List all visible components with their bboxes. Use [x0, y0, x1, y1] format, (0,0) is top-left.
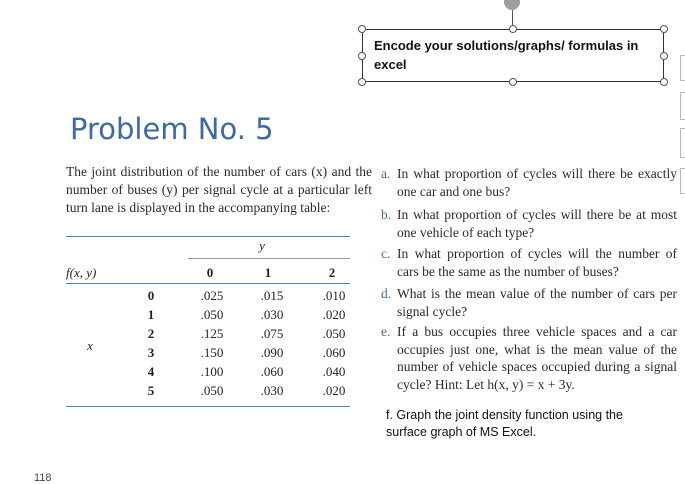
table-cell: .125	[200, 326, 224, 341]
table-x-value: 5	[147, 383, 155, 398]
side-panel-tab[interactable]	[680, 128, 685, 158]
page-number: 118	[34, 472, 52, 484]
problem-intro: The joint distribution of the number of cars (x) and the number of buses (y) per signal cycle at a particular left turn lane is displayed in the accompanying table:	[66, 164, 372, 215]
question-text: In what proportion of cycles will there be exactly one car and one bus?	[397, 166, 677, 199]
table-x-value: 3	[147, 345, 155, 360]
question-text: In what proportion of cycles will the number of cars be the same as the number of buses?	[397, 246, 677, 279]
question-label: c.	[381, 246, 391, 261]
question-label: d.	[381, 286, 392, 301]
table-cell: .015	[260, 288, 284, 303]
resize-handle-middle-right[interactable]	[660, 52, 668, 60]
table-y-rule	[188, 258, 350, 259]
resize-handle-middle-left[interactable]	[358, 52, 366, 60]
resize-handle-top-right[interactable]	[660, 25, 668, 33]
table-y-label: y	[259, 238, 265, 253]
resize-handle-top-left[interactable]	[358, 25, 366, 33]
table-x-value: 0	[147, 288, 155, 303]
question-label: e.	[381, 324, 391, 339]
resize-handle-bottom-middle[interactable]	[509, 78, 517, 86]
table-x-value: 2	[147, 326, 155, 341]
resize-handle-top-middle[interactable]	[509, 25, 517, 33]
question-label: b.	[381, 207, 392, 222]
table-cell: .020	[322, 383, 346, 398]
table-y-value: 1	[264, 265, 272, 280]
table-header-rule	[66, 283, 350, 284]
problem-title: Problem No. 5	[70, 112, 274, 146]
table-cell: .050	[322, 326, 346, 341]
question-b	[381, 206, 677, 241]
table-cell: .030	[260, 383, 284, 398]
table-cell: .030	[260, 307, 284, 322]
table-y-value: 2	[328, 265, 336, 280]
question-a	[381, 165, 677, 200]
table-cell: .050	[200, 383, 224, 398]
table-cell: .040	[322, 364, 346, 379]
question-d	[381, 285, 677, 320]
table-cell: .025	[200, 288, 224, 303]
rotate-handle-icon[interactable]	[504, 0, 520, 10]
table-cell: .060	[322, 345, 346, 360]
side-panel-tab[interactable]	[680, 168, 685, 194]
question-label: a.	[381, 166, 391, 181]
question-e	[381, 323, 677, 393]
table-cell: .050	[200, 307, 224, 322]
table-cell: .060	[260, 364, 284, 379]
table-fxy-label: f(x, y)	[66, 265, 97, 280]
text-box-content[interactable]: Encode your solutions/graphs/ formulas in excel	[374, 38, 639, 72]
resize-handle-bottom-left[interactable]	[358, 78, 366, 86]
side-panel-tab[interactable]	[680, 55, 685, 81]
table-cell: .010	[322, 288, 346, 303]
side-panel-tab[interactable]	[680, 92, 685, 120]
table-y-value: 0	[206, 265, 214, 280]
table-cell: .100	[200, 364, 224, 379]
table-cell: .020	[322, 307, 346, 322]
table-top-rule	[66, 236, 350, 237]
table-bottom-rule	[66, 406, 350, 407]
table-cell: .075	[260, 326, 284, 341]
question-text: If a bus occupies three vehicle spaces and a car occupies just one, what is the mean value of the number of vehicle spaces occupied during a signal cycle? Hint: Let h(x, y) = x + 3y.	[397, 324, 677, 392]
table-cell: .150	[200, 345, 224, 360]
resize-handle-bottom-right[interactable]	[660, 78, 668, 86]
question-f: f. Graph the joint density function using the surface graph of MS Excel.	[386, 408, 623, 439]
table-x-value: 1	[147, 307, 155, 322]
question-c	[381, 245, 677, 280]
table-cell: .090	[260, 345, 284, 360]
question-text: In what proportion of cycles will there be at most one vehicle of each type?	[397, 207, 677, 240]
table-x-label: x	[87, 338, 93, 353]
table-x-value: 4	[147, 364, 155, 379]
question-text: What is the mean value of the number of cars per signal cycle?	[397, 286, 677, 319]
